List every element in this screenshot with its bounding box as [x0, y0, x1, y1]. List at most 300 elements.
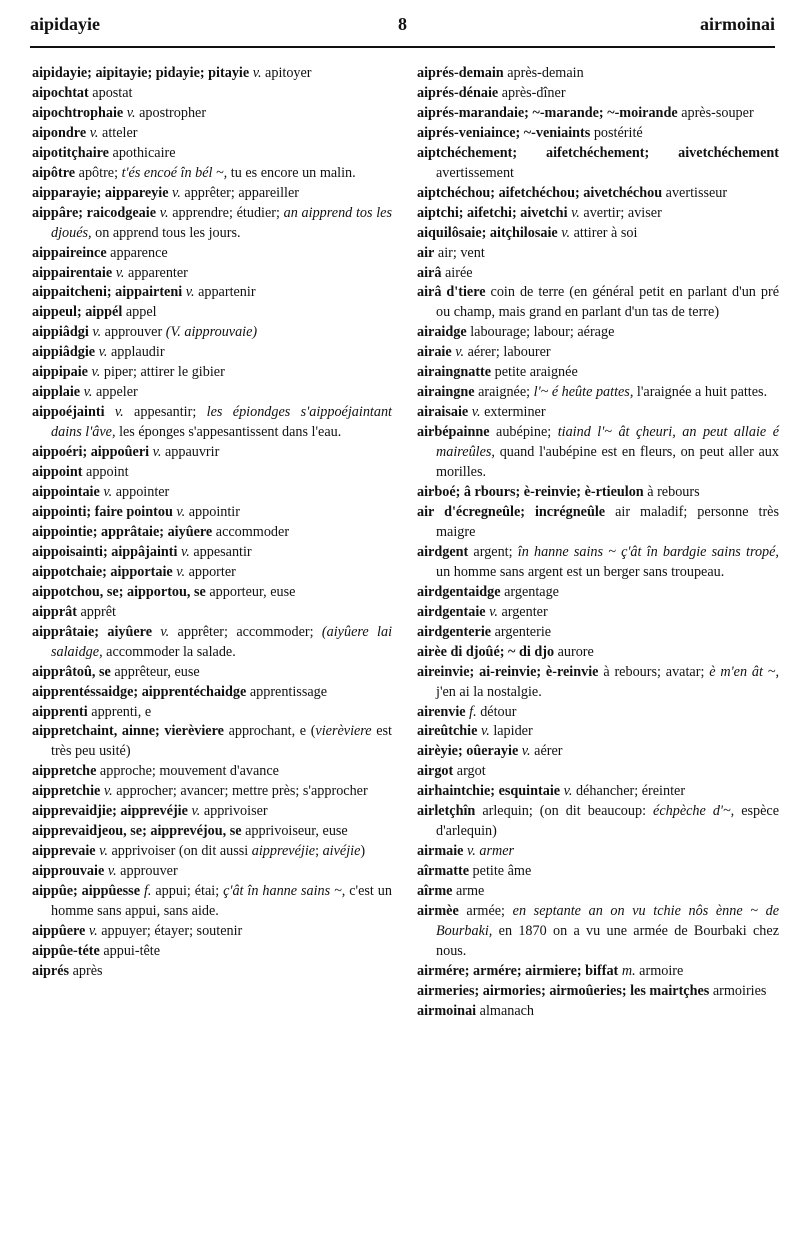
example: an aipprend tos les djoués,	[51, 204, 392, 241]
definition: apparenter	[124, 264, 188, 281]
headword: aippeul; aippél	[32, 304, 123, 321]
definition: armoire	[635, 962, 684, 979]
dictionary-entry	[417, 603, 779, 623]
definition: apprivoiser (on dit aussi	[107, 843, 252, 860]
headword: airèyie; oûerayie	[417, 743, 522, 760]
headword: aipôtre	[32, 164, 76, 181]
dictionary-entry	[417, 403, 779, 423]
definition: apôtre;	[75, 164, 122, 181]
headword: aipprenti	[32, 703, 88, 720]
dictionary-entry	[32, 722, 392, 762]
definition: un homme sans argent est un berger sans troupeau.	[436, 563, 725, 580]
example: en septante an on vu tchie nôs ènne ~ de Bourbaki,	[436, 903, 779, 939]
example: l'~ é heûte pattes,	[533, 384, 634, 401]
headword: aippoéri; aippoûeri	[32, 444, 153, 461]
definition: accommoder	[212, 523, 290, 540]
headword: aipplaie	[32, 384, 84, 401]
dictionary-entry	[417, 583, 779, 603]
dictionary-entry	[32, 703, 392, 723]
definition: apostat	[88, 84, 133, 101]
dictionary-entry	[32, 802, 392, 822]
dictionary-entry	[417, 283, 779, 323]
headword: aiprés	[32, 962, 70, 979]
headword: aipprevaidjeou, se; aipprevéjou, se	[32, 823, 242, 840]
definition: est très peu usité)	[51, 723, 392, 760]
left-guide-word: aipidayie	[30, 14, 101, 34]
definition: apporter	[185, 563, 236, 580]
dictionary-entry	[32, 244, 392, 264]
dictionary-entry	[417, 224, 779, 244]
definition: appuyer; étayer; soutenir	[97, 922, 243, 939]
headword: airboé; â rbours; è-reinvie; è-rtieulon	[417, 484, 644, 501]
headword: aippûere	[32, 922, 89, 939]
headword: aireûtchie	[417, 723, 481, 740]
headword: airâ d'tiere	[417, 284, 486, 301]
definition: attirer à soi	[570, 224, 638, 241]
definition: appointer	[112, 484, 170, 501]
dictionary-entry	[417, 862, 779, 882]
example: vierèviere	[315, 723, 372, 740]
definition: apitoyer	[261, 65, 312, 81]
headword: aiptchi; aifetchi; aivetchi	[417, 204, 572, 221]
headword: aippiâdgie	[32, 344, 99, 361]
grammar-label: v.	[471, 404, 481, 421]
dictionary-entry	[32, 583, 392, 603]
dictionary-entry	[32, 463, 392, 483]
grammar-label: v.	[159, 204, 169, 221]
headword: aîrme	[417, 883, 453, 900]
dictionary-entry	[417, 204, 779, 224]
headword: aippoisainti; aippâjainti	[32, 543, 182, 560]
definition: j'en ai la nostalgie.	[436, 683, 542, 700]
right-guide-word: airmoinai	[700, 14, 775, 34]
dictionary-entry	[417, 962, 779, 982]
definition: détour	[476, 703, 517, 720]
definition: appesantir;	[123, 404, 207, 421]
headword: aippûe-téte	[32, 942, 100, 959]
headword: airmèe	[417, 903, 459, 920]
headword: airaingnatte	[417, 364, 492, 381]
dictionary-entry	[32, 822, 392, 842]
page-header	[30, 10, 775, 48]
headword: aiptchéchement; aifetchéchement; aivetchéchement	[417, 144, 779, 161]
page-number: 8	[398, 14, 407, 34]
dictionary-entry	[417, 144, 779, 184]
definition: armoiries	[709, 982, 767, 999]
dictionary-entry	[32, 922, 392, 942]
headword: airgot	[417, 763, 454, 780]
dictionary-entry	[32, 403, 392, 443]
headword: aipprevaidjie; aipprevéjie	[32, 803, 192, 820]
dictionary-entry	[32, 104, 392, 124]
dictionary-entry	[32, 503, 392, 523]
definition: aubépine;	[489, 424, 558, 441]
definition: argenter	[497, 603, 548, 620]
dictionary-entry	[32, 383, 392, 403]
dictionary-entry	[417, 124, 779, 144]
dictionary-entry	[32, 663, 392, 683]
dictionary-entry	[417, 623, 779, 643]
definition: exterminer	[480, 404, 546, 421]
headword: aipochtrophaie	[32, 104, 127, 121]
headword: airdgent	[417, 543, 469, 560]
dictionary-entry	[32, 124, 392, 144]
example: è m'en ât ~,	[709, 663, 779, 680]
grammar-label: v.	[176, 563, 186, 580]
headword: aiprés-veniaince; ~-veniaints	[417, 124, 591, 141]
definition: approuver	[116, 863, 178, 880]
definition: airée	[441, 264, 473, 281]
definition: argenterie	[491, 623, 552, 640]
grammar-label: v.	[191, 803, 201, 820]
definition: aérer	[530, 743, 563, 760]
grammar-label: v.	[181, 543, 190, 560]
grammar-label: v.	[521, 743, 531, 760]
example: aipprevéjie	[251, 843, 316, 860]
dictionary-entry	[32, 842, 392, 862]
example: (aiyûere lai salaidge,	[51, 623, 393, 660]
dictionary-entry	[417, 244, 779, 264]
dictionary-entry	[32, 483, 392, 503]
definition: avertir; aviser	[579, 204, 662, 221]
dictionary-entry	[417, 483, 779, 503]
grammar-label: v.	[480, 723, 490, 740]
headword: aipprâtaie; aiyûere	[32, 623, 161, 640]
headword: aiprés-marandaie; ~-marande; ~-moirande	[417, 104, 678, 121]
headword: airdgentaidge	[417, 583, 501, 600]
dictionary-entry	[32, 762, 392, 782]
headword: aippaitcheni; aippairteni	[32, 284, 186, 301]
definition: tu es encore un malin.	[227, 164, 356, 181]
dictionary-entry	[32, 363, 392, 383]
definition: appoint	[82, 464, 129, 481]
headword: airhaintchie; esquintaie	[417, 783, 564, 800]
headword: aippretchie	[32, 783, 104, 800]
grammar-label: v.	[89, 124, 99, 141]
dictionary-entry	[417, 762, 779, 782]
grammar-label: v.	[126, 104, 136, 121]
dictionary-entry	[32, 303, 392, 323]
headword: aippâre; raicodgeaie	[32, 204, 160, 221]
definition: coin de terre (en général petit en parlant d'un pré ou champ, mais grand en parlant d'un tas de terre)	[436, 284, 779, 321]
dictionary-entry	[417, 343, 779, 363]
definition: apparence	[106, 244, 168, 261]
dictionary-entry	[32, 782, 392, 802]
dictionary-entry	[32, 164, 392, 184]
definition: apprêter; appareiller	[180, 184, 299, 201]
definition: appel	[122, 304, 157, 321]
definition: avertisseur	[662, 184, 728, 201]
headword: aippairentaie	[32, 264, 116, 281]
grammar-label: v.	[83, 384, 93, 401]
dictionary-entry	[32, 184, 392, 204]
dictionary-entry	[32, 204, 392, 244]
dictionary-entry	[32, 264, 392, 284]
grammar-label: v.	[489, 603, 498, 620]
dictionary-entry	[32, 84, 392, 104]
definition: armée;	[458, 903, 513, 920]
headword: aipprâtoû, se	[32, 663, 111, 680]
dictionary-entry	[417, 503, 779, 543]
headword: air d'écregneûle; incrégneûle	[417, 503, 606, 520]
headword: aippretche	[32, 763, 97, 780]
dictionary-entry	[32, 343, 392, 363]
dictionary-entry	[417, 84, 779, 104]
dictionary-entry	[417, 363, 779, 383]
headword: aippiâdgi	[32, 324, 93, 341]
definition: lapider	[489, 723, 533, 740]
dictionary-entry	[417, 782, 779, 802]
definition: argent;	[468, 543, 518, 560]
definition: appartenir	[194, 284, 256, 301]
dictionary-entry	[417, 1002, 779, 1022]
headword: aippointie; apprâtaie; aiyûere	[32, 523, 213, 540]
headword: aireinvie; ai-reinvie; è-reinvie	[417, 663, 599, 680]
definition: après-demain	[503, 65, 584, 81]
dictionary-entry	[417, 663, 779, 703]
headword: aippotchou, se; aipportou, se	[32, 583, 206, 600]
grammar-label: v.	[98, 344, 108, 361]
grammar-label: v.	[252, 65, 262, 81]
definition: approuver	[101, 324, 166, 341]
definition: appointir	[185, 503, 240, 520]
definition: appesantir	[189, 543, 252, 560]
definition: aurore	[554, 643, 594, 660]
grammar-label: m.	[621, 962, 636, 979]
headword: aiprés-dénaie	[417, 84, 499, 101]
definition: apprêter; accommoder;	[169, 623, 322, 640]
dictionary-entry	[417, 882, 779, 902]
dictionary-entry	[417, 703, 779, 723]
headword: aippûe; aippûesse	[32, 883, 144, 900]
headword: aipidayie; aipitayie; pidayie; pitayie	[32, 65, 253, 81]
definition: air maladif; personne très maigre	[436, 503, 779, 540]
headword: aipotitçhaire	[32, 144, 109, 161]
dictionary-entry	[417, 104, 779, 124]
headword: airdgentaie	[417, 603, 490, 620]
definition: espèce d'arlequin)	[436, 803, 779, 840]
example: în hanne sains ~ ç'ât în bardgie sains tropé,	[517, 543, 779, 560]
headword: aippretchaint, ainne; vierèviere	[32, 723, 224, 740]
definition: apothicaire	[108, 144, 176, 161]
definition: apostropher	[135, 104, 207, 121]
headword: aippointaie	[32, 484, 104, 501]
definition: applaudir	[107, 344, 165, 361]
dictionary-entry	[417, 643, 779, 663]
definition: accommoder la salade.	[102, 643, 236, 660]
grammar-label: v.	[91, 364, 101, 381]
dictionary-entry	[32, 443, 392, 463]
definition: ;	[315, 843, 323, 860]
right-column	[417, 64, 779, 1022]
definition: en 1870 on a vu une armée de Bourbaki chez nous.	[436, 922, 779, 959]
headword: airdgenterie	[417, 623, 492, 640]
grammar-label: v.	[561, 224, 571, 241]
headword: aiquilôsaie; aitçhilosaie	[417, 224, 562, 241]
grammar-label: v.	[103, 484, 113, 501]
headword: air	[417, 244, 435, 261]
grammar-label: v.	[92, 324, 102, 341]
definition: à rebours; avatar;	[598, 663, 710, 680]
grammar-label: v.	[107, 863, 117, 880]
definition: c'est un homme sans appui, sans aide.	[51, 883, 392, 920]
definition: argot	[453, 763, 486, 780]
definition: approche; mouvement d'avance	[96, 763, 279, 780]
headword: aipochtat	[32, 84, 89, 101]
headword: airenvie	[417, 703, 470, 720]
dictionary-entry	[417, 722, 779, 742]
example: t'és encoé în bél ~,	[121, 164, 228, 181]
headword: airâ	[417, 264, 442, 281]
headword: aipprevaie	[32, 843, 100, 860]
definition: apprentissage	[246, 683, 328, 700]
grammar-label: v.	[455, 344, 465, 361]
example: ç'ât în hanne sains ~,	[223, 883, 346, 900]
headword: aiprés-demain	[417, 65, 504, 81]
dictionary-entry	[417, 742, 779, 762]
headword: aippoéjainti	[32, 404, 115, 421]
definition: l'araignée a huit pattes.	[633, 384, 768, 401]
definition: appui-tête	[99, 942, 161, 959]
dictionary-entry	[417, 184, 779, 204]
dictionary-entry	[417, 842, 779, 862]
left-column	[32, 64, 392, 982]
definition: après-souper	[677, 104, 754, 121]
dictionary-entry	[32, 64, 392, 84]
grammar-label: v.	[172, 184, 181, 201]
grammar-label: v.	[115, 264, 125, 281]
headword: aippointi; faire pointou	[32, 503, 177, 520]
definition: petite araignée	[491, 364, 578, 381]
grammar-label: v.	[185, 284, 195, 301]
grammar-label: f.	[143, 883, 152, 900]
dictionary-entry	[417, 383, 779, 403]
dictionary-entry	[417, 323, 779, 343]
headword: aipprouvaie	[32, 863, 108, 880]
headword: airaidge	[417, 324, 467, 341]
headword: aippaireince	[32, 244, 107, 261]
dictionary-entry	[417, 423, 779, 483]
definition: air; vent	[434, 244, 485, 261]
definition: arme	[452, 883, 485, 900]
definition: appui; étai;	[151, 883, 224, 900]
definition: apprivoiser	[200, 803, 268, 820]
definition: apporteur, euse	[205, 583, 296, 600]
dictionary-entry	[417, 264, 779, 284]
dictionary-entry	[32, 283, 392, 303]
dictionary-entry	[32, 962, 392, 982]
example: tiaind l'~ ât çheuri, an peut allaie é maireûles,	[436, 424, 779, 461]
definition: approchant, e (	[223, 723, 316, 740]
grammar-label: v.	[571, 204, 580, 221]
definition: postérité	[590, 124, 643, 141]
example: armer	[475, 843, 515, 860]
definition: apprenti, e	[87, 703, 152, 720]
headword: aiptchéchou; aifetchéchou; aivetchéchou	[417, 184, 663, 201]
dictionary-entry	[417, 802, 779, 842]
example: échpèche d'~,	[653, 803, 735, 820]
definition: appauvrir	[161, 444, 220, 461]
dictionary-entry	[32, 882, 392, 922]
headword: airèe di djoûé; ~ di djo	[417, 643, 555, 660]
example: les épiondges s'aippoéjaintant dains l'âve,	[51, 404, 392, 441]
headword: aîrmatte	[417, 863, 469, 880]
headword: airmoinai	[417, 1002, 477, 1019]
headword: aippipaie	[32, 364, 92, 381]
headword: aippoint	[32, 464, 83, 481]
grammar-label: v.	[88, 922, 98, 939]
dictionary-entry	[32, 323, 392, 343]
grammar-label: v.	[160, 623, 170, 640]
definition: quand l'aubépine est en fleurs, on peut aller aux morilles.	[436, 444, 779, 481]
dictionary-entry	[32, 942, 392, 962]
definition: on apprend tous les jours.	[91, 224, 241, 241]
dictionary-entry	[417, 902, 779, 962]
definition: approcher; avancer; mettre près; s'approcher	[112, 783, 368, 800]
headword: airaie	[417, 344, 456, 361]
grammar-label: v.	[176, 503, 186, 520]
definition: apprendre; étudier;	[168, 204, 284, 221]
grammar-label: v.	[467, 843, 476, 860]
grammar-label: v.	[152, 444, 162, 461]
definition: aérer; labourer	[464, 344, 551, 361]
example: aivéjie	[322, 843, 361, 860]
headword: airletçhîn	[417, 803, 476, 820]
definition: appeler	[92, 384, 138, 401]
definition: apprêteur, euse	[110, 663, 200, 680]
dictionary-entry	[417, 982, 779, 1002]
definition: argentage	[500, 583, 559, 600]
dictionary-entry	[32, 862, 392, 882]
grammar-label: v.	[99, 843, 108, 860]
headword: aipparayie; aippareyie	[32, 184, 173, 201]
definition: apprêt	[76, 603, 116, 620]
definition: apprivoiseur, euse	[241, 823, 348, 840]
definition: avertissement	[436, 164, 515, 181]
definition: les éponges s'appesantissent dans l'eau.	[115, 424, 342, 441]
grammar-label: v.	[114, 404, 124, 421]
definition: petite âme	[469, 863, 532, 880]
definition: araignée;	[474, 384, 534, 401]
dictionary-entry	[417, 543, 779, 583]
definition: piper; attirer le gibier	[100, 364, 225, 381]
definition: après-dîner	[498, 84, 566, 101]
headword: aipprentéssaidge; aipprentéchaidge	[32, 683, 247, 700]
dictionary-entry	[32, 603, 392, 623]
headword: aipprât	[32, 603, 77, 620]
headword: airbépainne	[417, 424, 490, 441]
dictionary-entry	[32, 543, 392, 563]
definition: arlequin; (on dit beaucoup:	[475, 803, 654, 820]
definition: )	[360, 843, 366, 860]
headword: aippotchaie; aipportaie	[32, 563, 177, 580]
grammar-label: v.	[563, 783, 573, 800]
dictionary-entry	[32, 144, 392, 164]
definition: almanach	[476, 1002, 535, 1019]
headword: airmaie	[417, 843, 468, 860]
definition: après	[69, 962, 103, 979]
grammar-label: v.	[103, 783, 113, 800]
definition: atteler	[98, 124, 138, 141]
dictionary-entry	[32, 523, 392, 543]
grammar-label: f.	[469, 703, 477, 720]
headword: airaingne	[417, 384, 475, 401]
definition: à rebours	[643, 484, 700, 501]
dictionary-entry	[32, 563, 392, 583]
headword: airmeries; airmories; airmoûeries; les mairtçhes	[417, 982, 710, 999]
example: (V. aipprouvaie)	[165, 324, 258, 341]
headword: airaisaie	[417, 404, 472, 421]
